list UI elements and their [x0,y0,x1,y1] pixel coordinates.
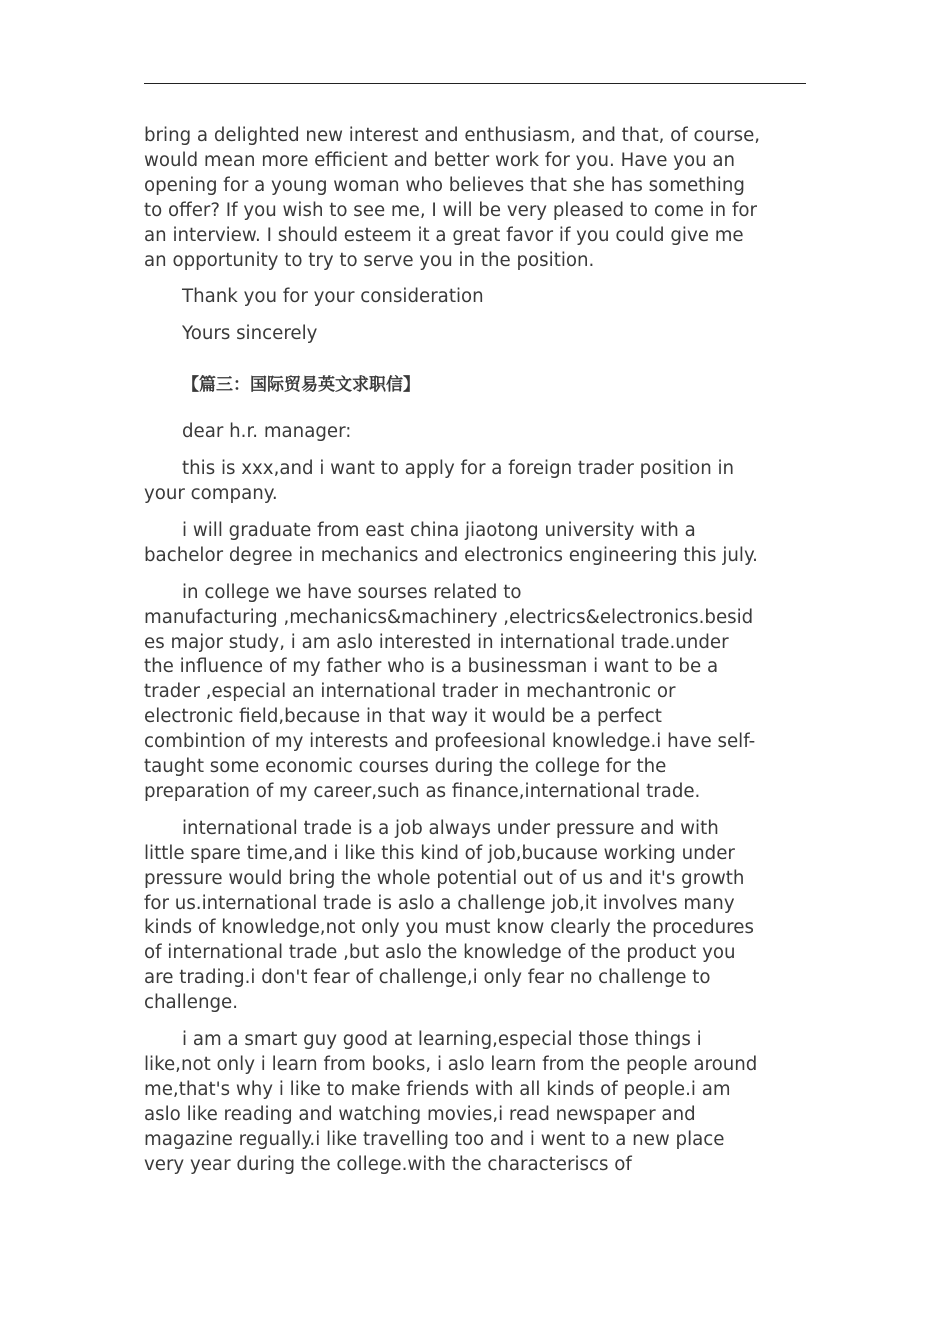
paragraph: international trade is a job always under pressure and with little spare time,and i like this kind of job,bucause working under pressure would bring the whole potential out of us and it's growth for us.international trade is aslo a challenge job,it involves many kinds of knowledge,not only you must know clearly the procedures of international trade ,but aslo the knowledge of the product you are trading.i don't fear of challenge,i only fear no challenge to challenge. [144,817,754,1014]
salutation: dear h.r. manager: [182,421,352,443]
paragraph: in college we have sourses related to manufacturing ,mechanics&machinery ,electrics&electronics.besid es major study, i am aslo interested in international trade.under the influence of my father who is a businessman i want to be a trader ,especial an international trader in mechantronic or electronic field,because in that way it would be a perfect combintion of my interests and profeesional knowledge.i have self- taught some economic courses during the college for the preparation of my career,such as finance,international trade. [144,581,756,802]
closing-signoff: Yours sincerely [182,323,318,345]
paragraph-continuation: bring a delighted new interest and enthusiasm, and that, of course, would mean more efficient and better work for you. Have you an opening for a young woman who believes that she has something to offer? If you wish to see me, I will be very pleased to come in for an interview. I should esteem it a great favor if you could give me an opportunity to try to serve you in the position. [144,125,761,271]
paragraph: i will graduate from east china jiaotong university with a bachelor degree in mechanics and electronics engineering this july. [144,519,758,566]
document-body [144,124,806,1190]
section-heading: 【篇三：国际贸易英文求职信】 [182,375,420,396]
closing-thanks: Thank you for your consideration [182,286,484,308]
paragraph: i am a smart guy good at learning,especial those things i like,not only i learn from books, i aslo learn from the people around me,that's why i like to make friends with all kinds of people.i am aslo like reading and watching movies,i read newspaper and magazine regually.i like travelling too and i went to a new place very year during the college.with the characteriscs of [144,1029,758,1175]
paragraph: this is xxx,and i want to apply for a foreign trader position in your company. [144,458,735,504]
header-rule [144,83,806,84]
